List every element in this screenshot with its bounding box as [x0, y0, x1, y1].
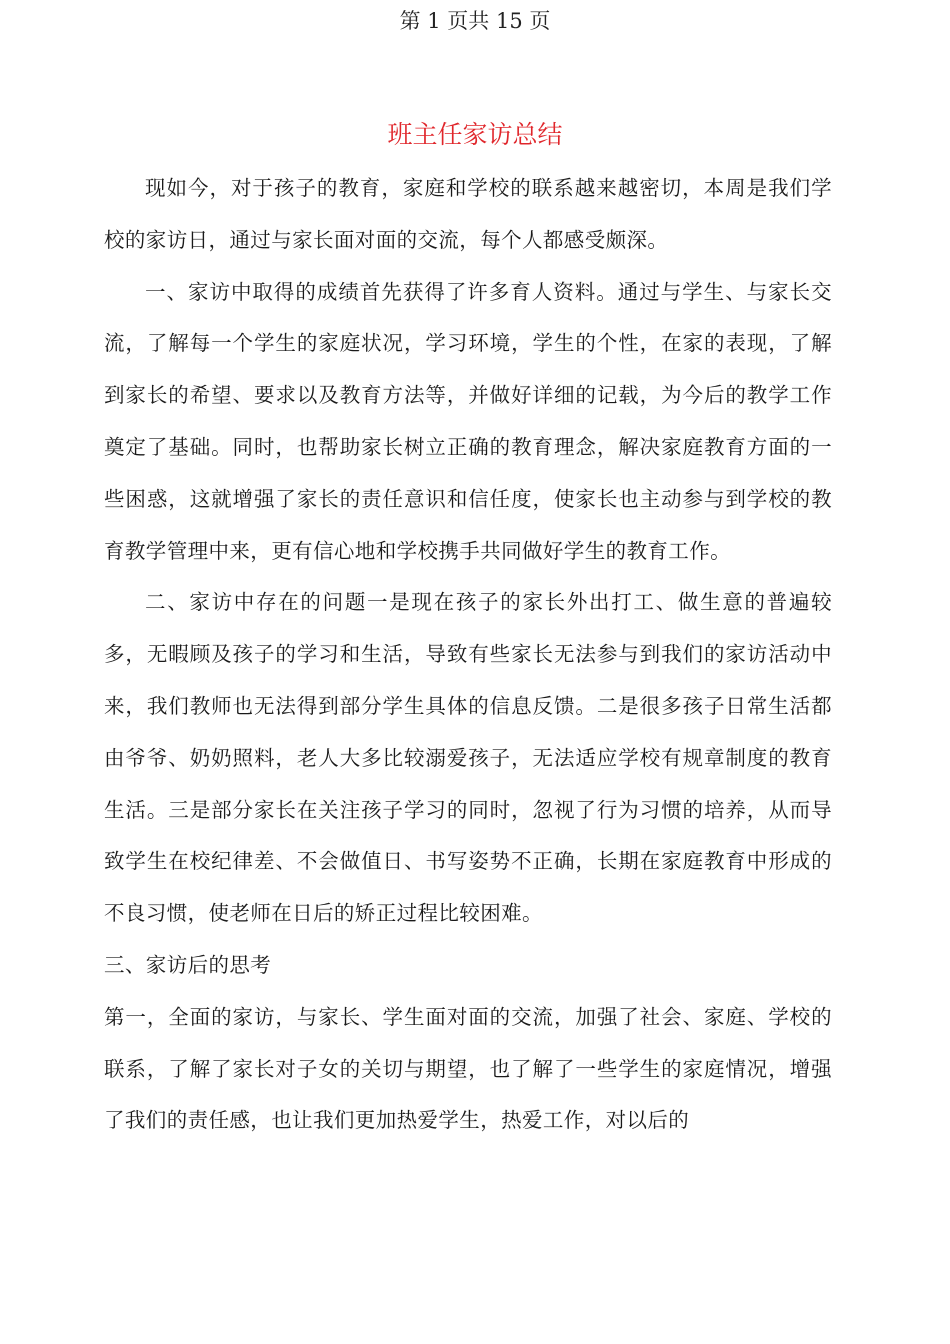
page-number-header: 第 1 页共 15 页	[399, 9, 551, 33]
document-body	[104, 163, 832, 1147]
paragraph-reflection-first: 第一，全面的家访，与家长、学生面对面的交流，加强了社会、家庭、学校的联系，了解了家长对子女的关切与期望，也了解了一些学生的家庭情况，增强了我们的责任感，也让我们更加热爱学生，热爱工作，对以后的	[104, 1004, 832, 1133]
paragraph-achievements: 一、家访中取得的成绩首先获得了许多育人资料。通过与学生、与家长交流，了解每一个学生的家庭状况，学习环境，学生的个性，在家的表现，了解到家长的希望、要求以及教育方法等，并做好详细的记载，为今后的教学工作奠定了基础。同时，也帮助家长树立正确的教育理念，解决家庭教育方面的一些困惑，这就增强了家长的责任意识和信任度，使家长也主动参与到学校的教育教学管理中来，更有信心地和学校携手共同做好学生的教育工作。	[104, 279, 832, 563]
section-heading-reflection: 三、家访后的思考	[104, 952, 272, 977]
document-title: 班主任家访总结	[387, 120, 563, 149]
paragraph-intro: 现如今，对于孩子的教育，家庭和学校的联系越来越密切，本周是我们学校的家访日，通过与家长面对面的交流，每个人都感受颇深。	[104, 176, 832, 252]
paragraph-problems: 二、家访中存在的问题一是现在孩子的家长外出打工、做生意的普遍较多，无暇顾及孩子的学习和生活，导致有些家长无法参与到我们的家访活动中来，我们教师也无法得到部分学生具体的信息反馈。二是很多孩子日常生活都由爷爷、奶奶照料，老人大多比较溺爱孩子，无法适应学校有规章制度的教育生活。三是部分家长在关注孩子学习的同时，忽视了行为习惯的培养，从而导致学生在校纪律差、不会做值日、书写姿势不正确，长期在家庭教育中形成的不良习惯，使老师在日后的矫正过程比较困难。	[104, 590, 832, 926]
